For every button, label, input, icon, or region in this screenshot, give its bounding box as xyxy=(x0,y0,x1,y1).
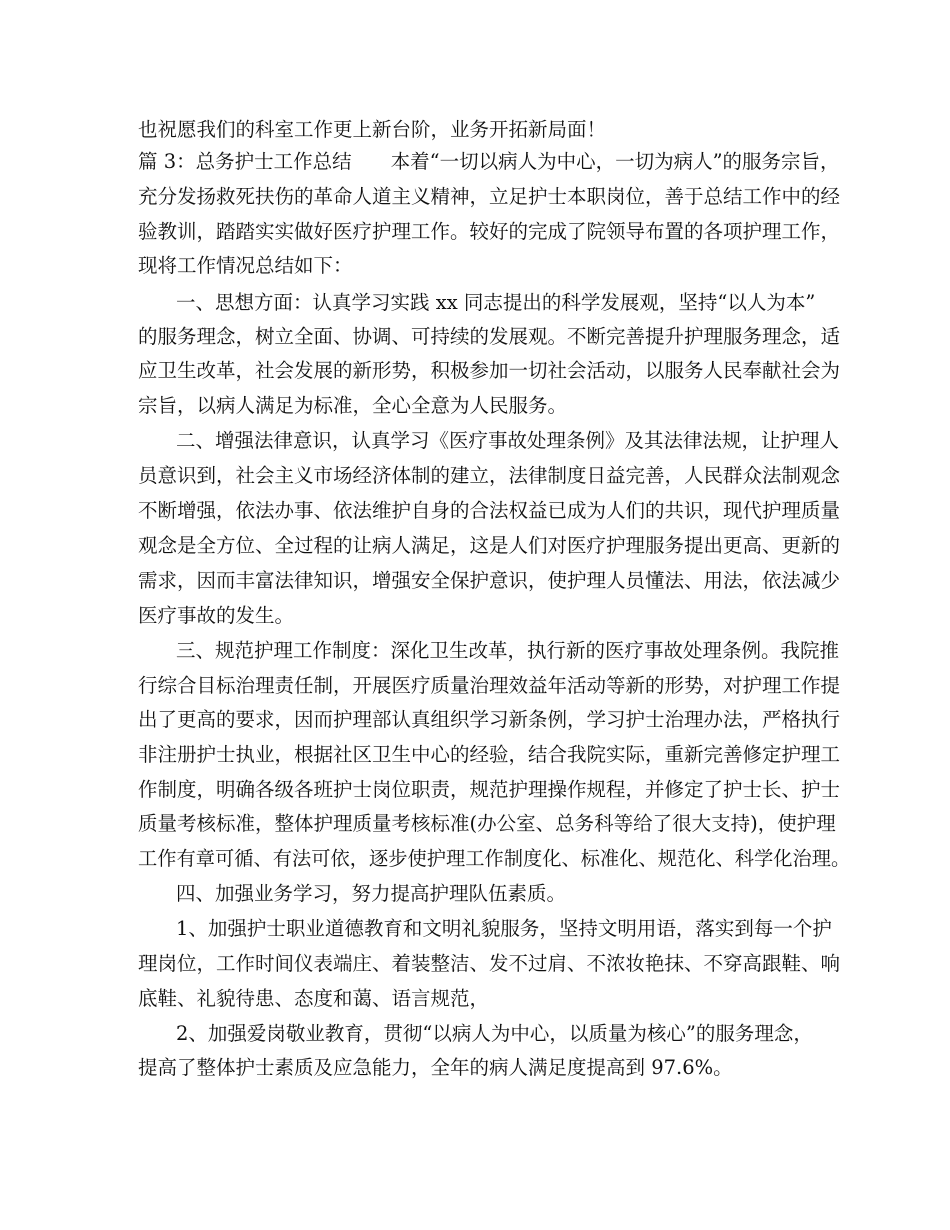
text-line: 行综合目标治理责任制，开展医疗质量治理效益年活动等新的形势，对护理工作提 xyxy=(138,674,841,697)
paragraph-start-line: 二、增强法律意识，认真学习《医疗事故处理条例》及其法律法规，让护理人 xyxy=(176,429,840,452)
text-line: 的服务理念，树立全面、协调、可持续的发展观。不断完善提升护理服务理念，适 xyxy=(138,325,841,348)
text-line: 验教训，踏踏实实做好医疗护理工作。较好的完成了院领导布置的各项护理工作， xyxy=(138,220,841,243)
paragraph-start-line: 三、规范护理工作制度：深化卫生改革，执行新的医疗事故处理条例。我院推 xyxy=(176,639,840,662)
text-line: 作制度，明确各级各班护士岗位职责，规范护理操作规程，并修定了护士长、护士 xyxy=(138,778,841,801)
text-line: 也祝愿我们的科室工作更上新台阶，业务开拓新局面！ xyxy=(138,118,607,141)
text-line: 充分发扬救死扶伤的革命人道主义精神，立足护士本职岗位，善于总结工作中的经 xyxy=(138,185,841,208)
paragraph-start-line: 一、思想方面：认真学习实践 xx 同志提出的科学发展观，坚持“以人为本” xyxy=(176,291,816,314)
paragraph-start-line: 1、加强护士职业道德教育和文明礼貌服务，坚持文明用语，落实到每一个护 xyxy=(176,917,832,940)
text-line: 观念是全方位、全过程的让病人满足，这是人们对医疗护理服务提出更高、更新的 xyxy=(138,534,841,557)
text-line: 篇 3：总务护士工作总结 本着“一切以病人为中心，一切为病人”的服务宗旨， xyxy=(138,150,840,173)
text-line: 员意识到，社会主义市场经济体制的建立，法律制度日益完善，人民群众法制观念 xyxy=(138,464,841,487)
text-line: 需求，因而丰富法律知识，增强安全保护意识，使护理人员懂法、用法，依法减少 xyxy=(138,569,841,592)
text-line: 底鞋、礼貌待患、态度和蔼、语言规范， xyxy=(138,987,490,1010)
text-line: 质量考核标准，整体护理质量考核标准(办公室、总务科等给了很大支持)，使护理 xyxy=(138,812,836,835)
text-line: 理岗位，工作时间仪表端庄、着装整洁、发不过肩、不浓妆艳抹、不穿高跟鞋、响 xyxy=(138,952,841,975)
paragraph-start-line: 四、加强业务学习，努力提高护理队伍素质。 xyxy=(176,882,567,905)
text-line: 医疗事故的发生。 xyxy=(138,604,295,627)
text-line: 提高了整体护士素质及应急能力，全年的病人满足度提高到 97.6%。 xyxy=(138,1056,733,1079)
text-line: 不断增强，依法办事、依法维护自身的合法权益已成为人们的共识，现代护理质量 xyxy=(138,499,841,522)
text-line: 出了更高的要求，因而护理部认真组织学习新条例，学习护士治理办法，严格执行 xyxy=(138,708,841,731)
paragraph-start-line: 2、加强爱岗敬业教育，贯彻“以病人为中心，以质量为核心”的服务理念， xyxy=(176,1022,813,1045)
text-line: 应卫生改革，社会发展的新形势，积极参加一切社会活动，以服务人民奉献社会为 xyxy=(138,359,841,382)
text-line: 现将工作情况总结如下： xyxy=(138,254,353,277)
text-line: 宗旨，以病人满足为标准，全心全意为人民服务。 xyxy=(138,394,568,417)
text-line: 工作有章可循、有法可依，逐步使护理工作制度化、标准化、规范化、科学化治理。 xyxy=(138,847,851,870)
text-line: 非注册护士执业，根据社区卫生中心的经验，结合我院实际，重新完善修定护理工 xyxy=(138,743,841,766)
